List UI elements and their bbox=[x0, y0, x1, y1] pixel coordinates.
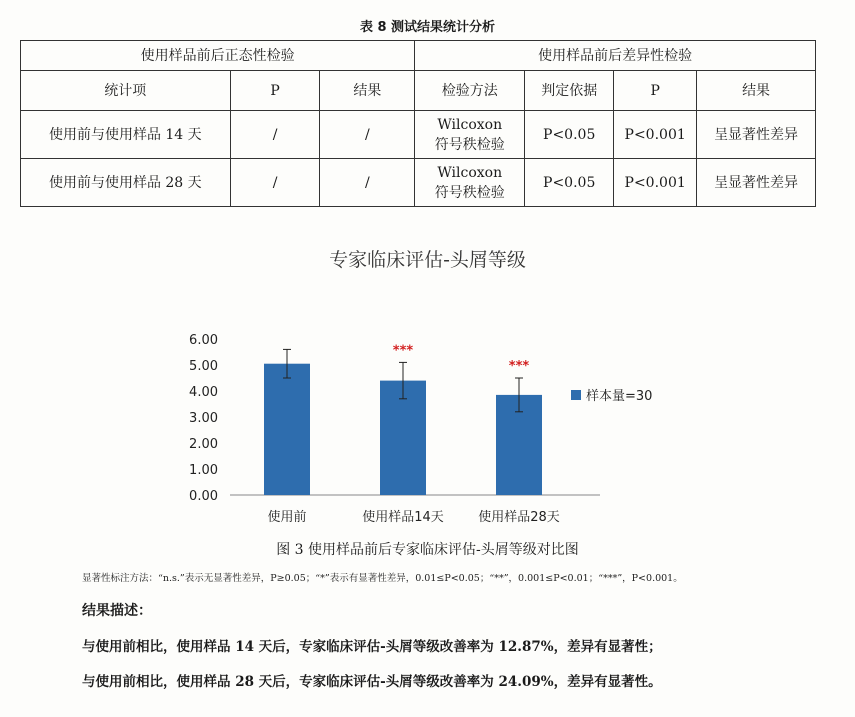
y-tick-label: 1.00 bbox=[189, 463, 218, 478]
column-header: P bbox=[230, 71, 320, 111]
row-result: 呈显著性差异 bbox=[697, 159, 816, 207]
x-tick-label: 使用样品28天 bbox=[478, 510, 560, 525]
table-caption: 表 8 测试结果统计分析 bbox=[359, 20, 496, 35]
row-item: 使用前与使用样品 14 天 bbox=[21, 111, 231, 159]
results-line: 与使用前相比，使用样品 28 天后，专家临床评估-头屑等级改善率为 24.09%，差异有显著性。 bbox=[82, 674, 662, 690]
y-tick-label: 2.00 bbox=[189, 437, 218, 452]
table-group-header-row bbox=[21, 41, 816, 71]
table-row bbox=[21, 111, 816, 159]
row-normal-result: / bbox=[320, 111, 415, 159]
column-header: 统计项 bbox=[21, 71, 231, 111]
column-header: P bbox=[614, 71, 697, 111]
results-heading: 结果描述： bbox=[82, 603, 152, 619]
row-method bbox=[415, 111, 525, 159]
bar bbox=[264, 364, 310, 495]
significance-mark: *** bbox=[508, 359, 530, 374]
x-tick-label: 使用前 bbox=[267, 510, 307, 525]
y-tick-label: 4.00 bbox=[189, 385, 218, 400]
row-normal-p: / bbox=[230, 111, 320, 159]
y-tick-label: 5.00 bbox=[189, 359, 218, 374]
row-criterion: P<0.05 bbox=[525, 159, 614, 207]
x-tick-label: 使用样品14天 bbox=[362, 510, 444, 525]
method-line: Wilcoxon bbox=[437, 164, 503, 181]
method-line: 符号秩检验 bbox=[434, 184, 505, 201]
column-header: 结果 bbox=[697, 71, 816, 111]
chart-title: 专家临床评估-头屑等级 bbox=[329, 249, 526, 271]
results-line: 与使用前相比，使用样品 14 天后，专家临床评估-头屑等级改善率为 12.87%，差异有显著性； bbox=[82, 639, 662, 655]
method-line: 符号秩检验 bbox=[434, 136, 505, 153]
figure-caption: 图 3 使用样品前后专家临床评估-头屑等级对比图 bbox=[276, 542, 579, 558]
row-result: 呈显著性差异 bbox=[697, 111, 816, 159]
group-header-difference: 使用样品前后差异性检验 bbox=[415, 41, 816, 71]
significance-mark: *** bbox=[392, 343, 414, 359]
row-p: P<0.001 bbox=[614, 111, 697, 159]
row-criterion: P<0.05 bbox=[525, 111, 614, 159]
method-line: Wilcoxon bbox=[437, 116, 503, 133]
column-header: 结果 bbox=[320, 71, 415, 111]
stats-table bbox=[20, 40, 816, 207]
column-header: 判定依据 bbox=[525, 71, 614, 111]
column-header: 检验方法 bbox=[415, 71, 525, 111]
row-method bbox=[415, 159, 525, 207]
y-tick-label: 0.00 bbox=[189, 489, 218, 504]
table-header-row bbox=[21, 71, 816, 111]
row-normal-result: / bbox=[320, 159, 415, 207]
y-tick-label: 3.00 bbox=[189, 411, 218, 426]
significance-note: 显著性标注方法：“n.s.”表示无显著性差异，P≥0.05；“*”表示有显著性差异，0.01≤P<0.05；“**”，0.001≤P<0.01；“***”，P<0.001。 bbox=[82, 573, 683, 584]
row-normal-p: / bbox=[230, 159, 320, 207]
legend-swatch bbox=[571, 390, 581, 400]
legend-label: 样本量=30 bbox=[586, 389, 653, 404]
row-p: P<0.001 bbox=[614, 159, 697, 207]
y-tick-label: 6.00 bbox=[189, 333, 218, 348]
table-row bbox=[21, 159, 816, 207]
group-header-normality: 使用样品前后正态性检验 bbox=[21, 41, 415, 71]
bar-chart bbox=[0, 320, 855, 530]
row-item: 使用前与使用样品 28 天 bbox=[21, 159, 231, 207]
